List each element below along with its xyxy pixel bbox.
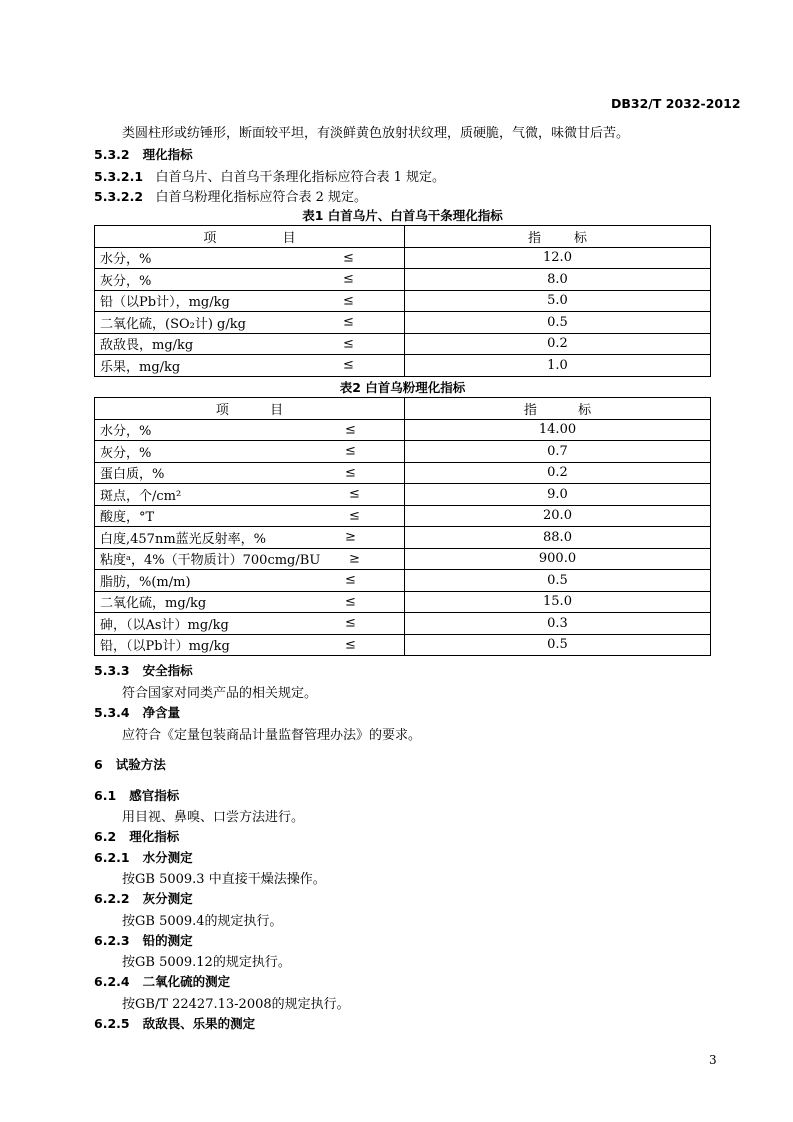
row-item: 敌敌畏，mg/kg <box>100 338 194 354</box>
paragraph-6-2-3: 按GB 5009.12的规定执行。 <box>122 955 291 970</box>
header-value: 指 标 <box>405 226 711 248</box>
section-number: 5.3.4 <box>94 705 130 720</box>
row-value: 88.0 <box>405 527 711 549</box>
section-heading-6-2-2 <box>94 889 193 907</box>
row-item: 酸度，°T <box>100 510 155 526</box>
table1 <box>94 225 711 377</box>
section-heading-5-3-4 <box>94 703 180 721</box>
table-row <box>95 269 711 291</box>
section-title: 感官指标 <box>129 788 180 803</box>
operator: ≤ <box>345 615 356 631</box>
row-value: 14.00 <box>405 419 711 441</box>
table-header-row <box>95 398 711 420</box>
row-value: 0.5 <box>405 312 711 334</box>
section-heading-6-2 <box>94 827 179 845</box>
table-header-row <box>95 226 711 248</box>
clause-5-3-2-2 <box>94 186 367 205</box>
table-row <box>95 290 711 312</box>
row-item: 白度,457nm蓝光反射率，% <box>100 531 266 547</box>
row-item: 二氧化硫，mg/kg <box>100 596 207 612</box>
clause-number: 5.3.2.1 <box>94 169 144 184</box>
operator: ≥ <box>345 529 356 545</box>
section-number: 6.2.2 <box>94 891 130 906</box>
row-value: 900.0 <box>405 548 711 570</box>
row-item: 蛋白质，% <box>100 467 165 483</box>
operator: ≤ <box>343 314 354 330</box>
row-item: 水分，% <box>100 424 152 440</box>
row-value: 1.0 <box>405 355 711 377</box>
table-row <box>95 527 711 549</box>
header-item: 项 目 <box>95 226 405 248</box>
section-title: 水分测定 <box>142 850 193 865</box>
row-item: 粘度ᵃ，4%（干物质计）700cmg/BU <box>100 553 321 569</box>
section-title: 铅的测定 <box>142 933 193 948</box>
section-number: 6.1 <box>94 788 117 803</box>
section-number: 6.2.1 <box>94 850 130 865</box>
section-title: 净含量 <box>142 705 181 720</box>
row-value: 0.3 <box>405 613 711 635</box>
row-value: 15.0 <box>405 591 711 613</box>
operator: ≤ <box>343 293 354 309</box>
table-row <box>95 247 711 269</box>
section-number: 5.3.2 <box>94 147 130 162</box>
table-row <box>95 419 711 441</box>
paragraph-6-2-1: 按GB 5009.3 中直接干燥法操作。 <box>122 872 326 887</box>
row-value: 9.0 <box>405 484 711 506</box>
row-value: 5.0 <box>405 290 711 312</box>
clause-number: 5.3.2.2 <box>94 189 144 204</box>
section-number: 6.2.3 <box>94 933 130 948</box>
section-heading-5-3-2 <box>94 145 193 163</box>
operator: ≥ <box>349 551 360 567</box>
operator: ≤ <box>345 465 356 481</box>
section-number: 6.2.5 <box>94 1016 130 1031</box>
operator: ≤ <box>345 594 356 610</box>
section-heading-5-3-3 <box>94 661 193 679</box>
row-item: 灰分，% <box>100 445 152 461</box>
row-item: 砷，（以As计）mg/kg <box>100 617 229 633</box>
section-title: 二氧化硫的测定 <box>142 974 231 989</box>
intro-paragraph: 类圆柱形或纺锤形，断面较平坦，有淡鲜黄色放射状纹理，质硬脆，气微，味微甘后苦。 <box>122 126 630 141</box>
row-value: 0.2 <box>405 462 711 484</box>
table-row <box>95 548 711 570</box>
table-row <box>95 462 711 484</box>
section-heading-6-2-4 <box>94 972 230 990</box>
header-item: 项 目 <box>95 398 405 420</box>
clause-5-3-2-1 <box>94 166 445 185</box>
table-row <box>95 355 711 377</box>
section-heading-6-1 <box>94 786 179 804</box>
section-title: 安全指标 <box>142 663 193 678</box>
operator: ≤ <box>349 508 360 524</box>
paragraph-5-3-4: 应符合《定量包装商品计量监督管理办法》的要求。 <box>122 728 422 743</box>
operator: ≤ <box>343 357 354 373</box>
row-item: 脂肪，%(m/m) <box>100 574 191 590</box>
row-value: 0.5 <box>405 634 711 656</box>
table1-caption: 表1 白首乌片、白首乌干条理化指标 <box>302 208 503 223</box>
document-code: DB32/T 2032-2012 <box>611 96 741 111</box>
row-value: 12.0 <box>405 247 711 269</box>
section-number: 5.3.3 <box>94 663 130 678</box>
clause-text: 白首乌片、白首乌干条理化指标应符合表 1 规定。 <box>155 170 445 185</box>
operator: ≤ <box>345 422 356 438</box>
table-row <box>95 613 711 635</box>
section-title: 试验方法 <box>115 757 166 772</box>
section-number: 6 <box>94 757 103 772</box>
table-row <box>95 312 711 334</box>
table-row <box>95 570 711 592</box>
page-number: 3 <box>709 1053 717 1067</box>
section-title: 理化指标 <box>129 829 180 844</box>
operator: ≤ <box>345 637 356 653</box>
row-item: 水分，% <box>100 252 152 268</box>
row-value: 0.5 <box>405 570 711 592</box>
row-item: 灰分，% <box>100 273 152 289</box>
operator: ≤ <box>345 443 356 459</box>
section-title: 敌敌畏、乐果的测定 <box>142 1016 256 1031</box>
paragraph-6-2-2: 按GB 5009.4的规定执行。 <box>122 914 283 929</box>
section-title: 灰分测定 <box>142 891 193 906</box>
operator: ≤ <box>345 572 356 588</box>
section-number: 6.2.4 <box>94 974 130 989</box>
section-heading-6 <box>94 755 166 773</box>
operator: ≤ <box>349 486 360 502</box>
table-row <box>95 484 711 506</box>
section-title: 理化指标 <box>142 147 193 162</box>
section-heading-6-2-5 <box>94 1014 255 1032</box>
row-item: 铅（以Pb计），mg/kg <box>100 295 230 311</box>
section-number: 6.2 <box>94 829 117 844</box>
table-row <box>95 591 711 613</box>
row-item: 乐果，mg/kg <box>100 359 181 375</box>
row-value: 0.2 <box>405 333 711 355</box>
operator: ≤ <box>343 336 354 352</box>
paragraph-5-3-3: 符合国家对同类产品的相关规定。 <box>122 686 318 701</box>
table-row <box>95 441 711 463</box>
table-row <box>95 333 711 355</box>
table-row <box>95 634 711 656</box>
table2 <box>94 397 711 656</box>
clause-text: 白首乌粉理化指标应符合表 2 规定。 <box>155 190 367 205</box>
table2-caption: 表2 白首乌粉理化指标 <box>339 380 466 395</box>
row-item: 斑点，个/cm² <box>100 488 182 504</box>
section-heading-6-2-1 <box>94 848 193 866</box>
section-heading-6-2-3 <box>94 931 193 949</box>
header-value: 指 标 <box>405 398 711 420</box>
row-value: 20.0 <box>405 505 711 527</box>
operator: ≤ <box>343 271 354 287</box>
table-row <box>95 505 711 527</box>
row-item: 二氧化硫，(SO₂计) g/kg <box>100 316 246 332</box>
paragraph-6-2-4: 按GB/T 22427.13-2008的规定执行。 <box>122 997 350 1012</box>
operator: ≤ <box>343 250 354 266</box>
paragraph-6-1: 用目视、鼻嗅、口尝方法进行。 <box>122 810 305 825</box>
row-value: 0.7 <box>405 441 711 463</box>
row-value: 8.0 <box>405 269 711 291</box>
row-item: 铅，（以Pb计）mg/kg <box>100 639 230 655</box>
